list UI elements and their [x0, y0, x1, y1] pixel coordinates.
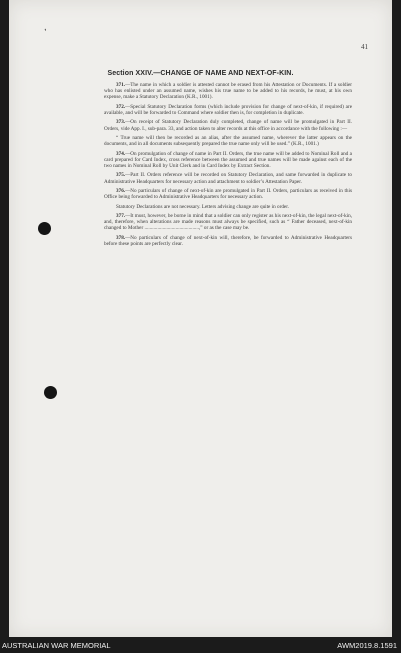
section-title: Section XXIV.—CHANGE OF NAME AND NEXT-OF-KIN.	[107, 70, 294, 77]
page-number: 41	[361, 43, 368, 51]
paragraph-text: —Part II. Orders reference will be recorded on Statutory Declaration, and same forwarded in duplicate to Administrative Headquarters for necessary action and attachment to soldier’s Attestation Paper.	[104, 172, 352, 185]
paragraph-number: 371.	[116, 82, 126, 88]
footer-bar	[0, 639, 401, 653]
statutory-note	[104, 204, 352, 210]
punch-hole-bottom	[44, 386, 57, 399]
paragraph-number: 374.	[116, 150, 126, 157]
paragraph-number: 376.	[116, 187, 126, 194]
paragraph-text: —On promulgation of change of name in Part II. Orders, the true name will be added to Nominal Roll and a card prepared for Card Index, cross reference between the assumed and true names will be made against each of the two names in Nominal Roll by Unit Clerk and in Card Index by Extract Section.	[104, 150, 352, 169]
paragraph-text: —On receipt of Statutory Declaration duly completed, change of name will be promulgated in Part II. Orders, vide App. I., sub-para. 33, and action taken to alter records at this office in accordance with the following :—	[104, 119, 352, 132]
quoted-paragraph	[104, 135, 352, 147]
paragraph-number: 377.	[116, 213, 126, 220]
paragraph-number: 372.	[116, 103, 126, 110]
paragraph-376	[104, 188, 352, 200]
paragraph-text: “ True name will then be recorded as an alias, after the assumed name, wherever the latter appears on the documents, and in all documents subsequently prepared the true name only will be used.” (K.R., 1001.)	[104, 134, 352, 148]
paragraph-number: 378.	[116, 234, 126, 241]
paragraph-text: —The name in which a soldier is attested cannot be erased from his Attestation or Documents. If a soldier who has enlisted under an assumed name, wishes his true name to be added to his records, he must, at his own expense, make a Statutory Declaration (K.R., 1001).	[104, 82, 352, 101]
paragraph-372	[104, 104, 352, 116]
paragraph-374	[104, 151, 352, 169]
paragraph-text: Statutory Declarations are not necessary. Letters advising change are quite in order.	[116, 203, 289, 210]
paragraph-text: —It must, however, be borne in mind that a soldier can only register as his next-of-kin, the legal next-of-kin, and, therefore, when alterations are made reasons must always be specified, such as “ Father deceased, next-of-kin changed to Mother ..........................................,” or as the case may be.	[104, 213, 352, 232]
footer-accession-number: AWM2019.8.1591	[337, 641, 397, 650]
paragraph-number: 373.	[116, 119, 126, 126]
paragraph-text: —No particulars of change of next-of-kin will, therefore, be forwarded to Administrative Headquarters before these points are perfectly clear.	[104, 234, 352, 247]
paragraph-text: —No particulars of change of next-of-kin are promulgated in Part II. Orders, particulars as received in this Office being forwarded to Administrative Headquarters for necessary action.	[104, 187, 352, 201]
punch-hole-top	[38, 222, 51, 235]
paragraph-text: —Special Statutory Declaration forms (which include provision for change of next-of-kin, if required) are available, and will be forwarded to Command where soldier then is, for completion in duplicate.	[104, 103, 352, 116]
paragraph-378	[104, 235, 352, 247]
paragraph-371	[104, 82, 352, 100]
body-text	[104, 82, 352, 250]
paragraph-373	[104, 119, 352, 131]
document-page	[9, 0, 392, 637]
margin-mark: ’	[43, 26, 49, 38]
footer-institution: AUSTRALIAN WAR MEMORIAL	[2, 641, 111, 650]
paragraph-number: 375.	[116, 172, 126, 179]
paragraph-375	[104, 172, 352, 184]
paragraph-377	[104, 213, 352, 231]
